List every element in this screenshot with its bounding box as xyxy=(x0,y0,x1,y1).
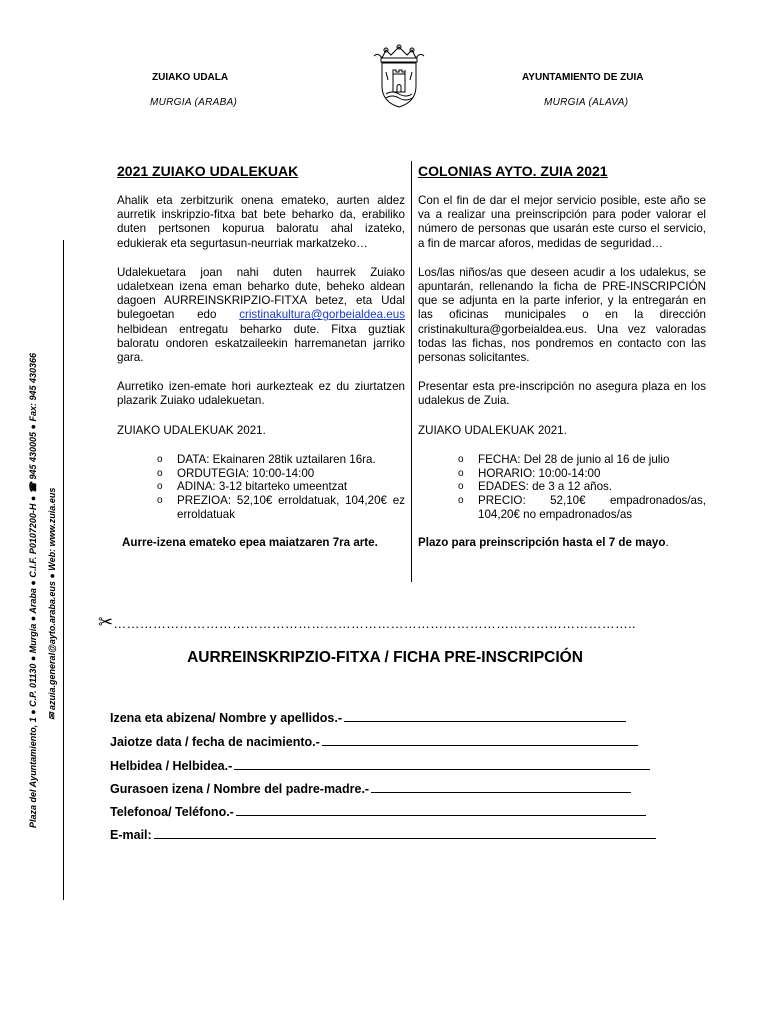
spanish-details-list xyxy=(418,453,706,522)
basque-deadline: Aurre-izena emateko epea maiatzaren 7ra arte. xyxy=(122,535,378,549)
email-input[interactable] xyxy=(154,826,656,839)
sidebar-contact: ✉ azuia.general@ayto.araba.eus ● Web: www.zuia.eus xyxy=(47,487,57,720)
list-item: o PREZIOA: 52,10€ erroldatuak, 104,20€ ez erroldatuak xyxy=(157,494,405,522)
form-field-birthdate xyxy=(110,733,638,749)
coat-of-arms-icon xyxy=(368,44,430,110)
column-divider xyxy=(411,161,412,582)
form-field-phone xyxy=(110,803,646,819)
phone-input[interactable] xyxy=(236,803,646,816)
parents-input[interactable] xyxy=(371,780,631,793)
sidebar-address: Plaza del Ayuntamiento, 1 ● C.P. 01130 ● Murgia ● Araba ● C.I.F. P0107200-H ● ☎ 945 430005 ● Fax: 945 430366 xyxy=(28,352,38,828)
basque-paragraph-3: Aurretiko izen-emate hori aurkezteak ez du ziurtatzen plazarik Zuiako udalekuetan. xyxy=(117,380,405,408)
field-label: Gurasoen izena / Nombre del padre-madre.- xyxy=(110,782,370,796)
birthdate-input[interactable] xyxy=(322,733,638,746)
field-label: Izena eta abizena/ Nombre y apellidos.- xyxy=(110,711,343,725)
list-item: o EDADES: de 3 a 12 años. xyxy=(458,480,613,494)
basque-details-list xyxy=(117,453,405,522)
spanish-paragraph-1: Con el fin de dar el mejor servicio posible, este año se va a realizar una preinscripción para poder valorar el número de personas que usarán este curso el servicio, a fin de marcar aforos, medidas de seguridad… xyxy=(418,194,706,250)
email-link[interactable]: cristinakultura@gorbeialdea.eus xyxy=(239,308,405,322)
basque-title: 2021 ZUIAKO UDALEKUAK xyxy=(117,163,299,179)
field-label: Jaiotze data / fecha de nacimiento.- xyxy=(110,735,320,749)
cut-line: ✂……………………………………………………………………………………………………….. xyxy=(98,612,636,632)
basque-paragraph-1: Ahalik eta zerbitzurik onena emateko, aurten aldez aurretik inskripzio-fitxa bat bete beharko da, erabiliko duten pertsonen kopurua baloratu ahal izateko, edukierak eta segurtasun-neurriak markatzeko… xyxy=(117,194,405,250)
list-item: o FECHA: Del 28 de junio al 16 de julio xyxy=(458,452,670,466)
basque-paragraph-2: Udalekuetara joan nahi duten haurrek Zuiako udaletxean izena eman beharko dute, beheko aldean dagoen AURREINSKRIPZIO-FITXA betez, eta Udal bulegoetan edo cristinakultura@gorbeialdea.eus helbidean entregatu beharko dute. Fitxa guztiak baloratu ondoren eskatzaileekin harremanetan jarriko gara. xyxy=(117,265,405,365)
list-item: o ORDUTEGIA: 10:00-14:00 xyxy=(157,466,315,480)
field-label: Telefonoa/ Teléfono.- xyxy=(110,805,234,819)
name-input[interactable] xyxy=(344,709,626,722)
list-item: o DATA: Ekainaren 28tik uztailaren 16ra. xyxy=(157,452,376,466)
form-title: AURREINSKRIPZIO-FITXA / FICHA PRE-INSCRIPCIÓN xyxy=(187,649,583,666)
header-right-place: MURGIA (ALAVA) xyxy=(544,97,629,108)
address-input[interactable] xyxy=(234,757,650,770)
list-item: o HORARIO: 10:00-14:00 xyxy=(458,466,601,480)
scissors-icon: ✂ xyxy=(98,612,114,632)
spanish-title: COLONIAS AYTO. ZUIA 2021 xyxy=(418,163,608,179)
form-field-address xyxy=(110,757,650,773)
header-left-place: MURGIA (ARABA) xyxy=(150,97,238,108)
header-left-name: ZUIAKO UDALA xyxy=(152,72,229,83)
basque-paragraph-4: ZUIAKO UDALEKUAK 2021. xyxy=(117,423,266,437)
spanish-deadline: Plazo para preinscripción hasta el 7 de mayo. xyxy=(418,535,669,549)
list-item: o ADINA: 3-12 bitarteko umeentzat xyxy=(157,480,348,494)
sidebar-divider xyxy=(63,240,64,900)
spanish-paragraph-2: Los/las niños/as que deseen acudir a los udalekus, se apuntarán, rellenando la ficha de PRE-INSCRIPCIÓN que se adjunta en la parte inferior, y la entregarán en las oficinas municipales o en la dirección cristinakultura@gorbeialdea.eus. Una vez valoradas todas las fichas, nos pondremos en contacto con las personas solicitantes. xyxy=(418,265,706,365)
basque-column xyxy=(117,163,405,550)
form-field-email xyxy=(110,826,656,842)
field-label: E-mail: xyxy=(110,828,152,842)
form-field-parents xyxy=(110,780,631,796)
header-right-name: AYUNTAMIENTO DE ZUIA xyxy=(522,72,644,83)
spanish-paragraph-3: Presentar esta pre-inscripción no asegura plaza en los udalekus de Zuia. xyxy=(418,380,706,408)
spanish-paragraph-4: ZUIAKO UDALEKUAK 2021. xyxy=(418,423,567,437)
spanish-column xyxy=(418,163,706,550)
list-item: o PRECIO: 52,10€ empadronados/as, 104,20€ no empadronados/as xyxy=(458,494,706,522)
form-field-name xyxy=(110,709,626,725)
field-label: Helbidea / Helbidea.- xyxy=(110,759,233,773)
